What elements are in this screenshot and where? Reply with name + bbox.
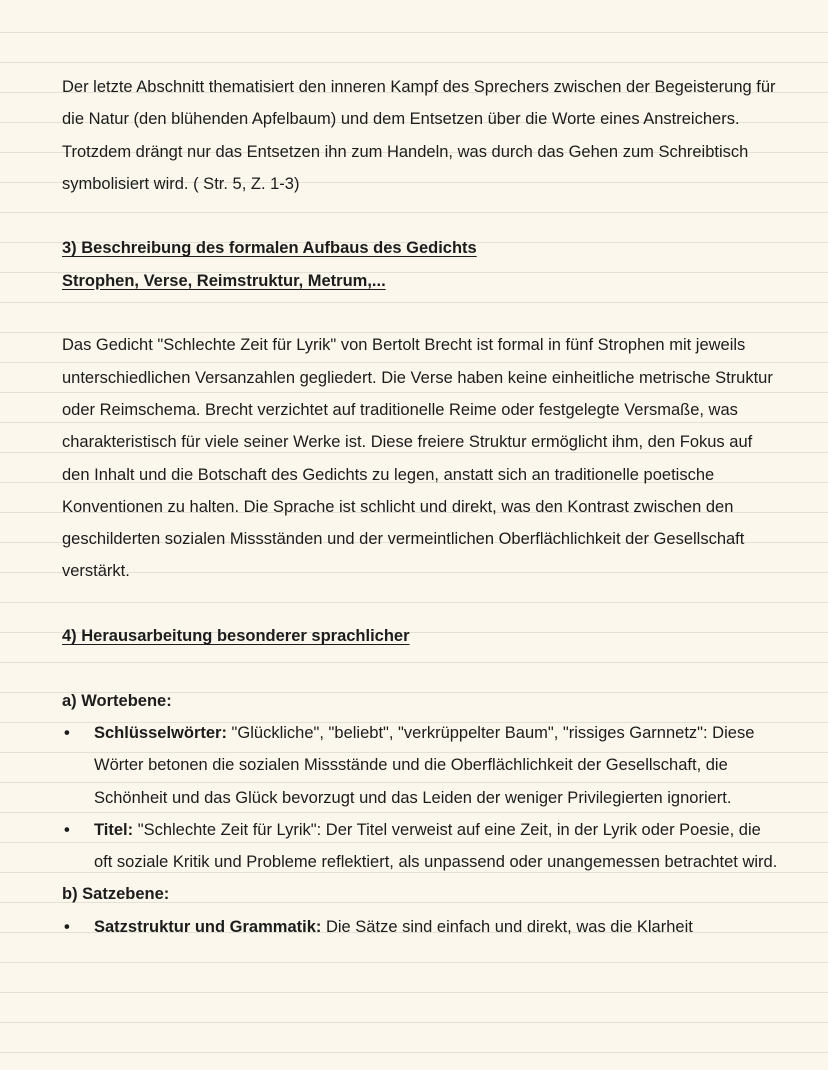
bullet-icon: •	[64, 917, 70, 936]
list-item-text: Die Sätze sind einfach und direkt, was die Klarheit	[321, 917, 693, 936]
spacer	[62, 200, 782, 232]
bullet-icon: •	[64, 723, 70, 742]
list-item-titel	[62, 814, 782, 879]
satzebene-title: b) Satzebene:	[62, 885, 170, 904]
list-item-satzstruktur	[62, 911, 782, 943]
section4-heading: 4) Herausarbeitung besonderer sprachlicher	[62, 627, 410, 646]
list-item-term: Titel:	[94, 820, 134, 839]
list-item-term: Satzstruktur und Grammatik:	[94, 917, 322, 936]
list-item-text: "Glückliche", "beliebt", "verkrüppelter Baum", "rissiges Garnnetz": Diese Wörter betonen die sozialen Missstände und die Oberflächlichkeit der Gesellschaft, die Schönheit und das Glück bevorzugt und das Leiden der weniger Privilegierten ignoriert.	[94, 723, 755, 807]
satzebene-list	[62, 911, 782, 943]
bullet-icon: •	[64, 820, 70, 839]
section3-heading-line2: Strophen, Verse, Reimstruktur, Metrum,...	[62, 271, 386, 290]
document-content	[62, 71, 782, 943]
list-item-term: Schlüsselwörter:	[94, 723, 227, 742]
list-item-schluesselwoerter	[62, 717, 782, 814]
spacer	[62, 588, 782, 620]
section3-paragraph: Das Gedicht "Schlechte Zeit für Lyrik" von Bertolt Brecht ist formal in fünf Strophen mit jeweils unterschiedlichen Versanzahlen gegliedert. Die Verse haben keine einheitliche metrische Struktur oder Reimschema. Brecht verzichtet auf traditionelle Reime oder festgelegte Versmaße, was charakteristisch für viele seiner Werke ist. Diese freiere Struktur ermöglicht ihm, den Fokus auf den Inhalt und die Botschaft des Gedichts zu legen, anstatt sich an traditionelle poetische Konventionen zu halten. Die Sprache ist schlicht und direkt, was den Kontrast zwischen den geschilderten sozialen Missständen und der vermeintlichen Oberflächlichkeit der Gesellschaft verstärkt.	[62, 336, 773, 581]
intro-paragraph: Der letzte Abschnitt thematisiert den inneren Kampf des Sprechers zwischen der Begeisterung für die Natur (den blühenden Apfelbaum) und dem Entsetzen über die Worte eines Anstreichers. Trotzdem drängt nur das Entsetzen ihn zum Handeln, was durch das Gehen zum Schreibtisch symbolisiert wird. ( Str. 5, Z. 1-3)	[62, 78, 776, 193]
list-item-text: "Schlechte Zeit für Lyrik": Der Titel verweist auf eine Zeit, in der Lyrik oder Poesie, die oft soziale Kritik und Probleme reflektiert, als unpassend oder unangemessen betrachtet wird.	[94, 820, 778, 872]
spacer	[62, 652, 782, 684]
wortebene-title: a) Wortebene:	[62, 691, 172, 710]
spacer	[62, 297, 782, 329]
wortebene-list	[62, 717, 782, 878]
section3-heading-line1: 3) Beschreibung des formalen Aufbaus des Gedichts	[62, 239, 477, 258]
